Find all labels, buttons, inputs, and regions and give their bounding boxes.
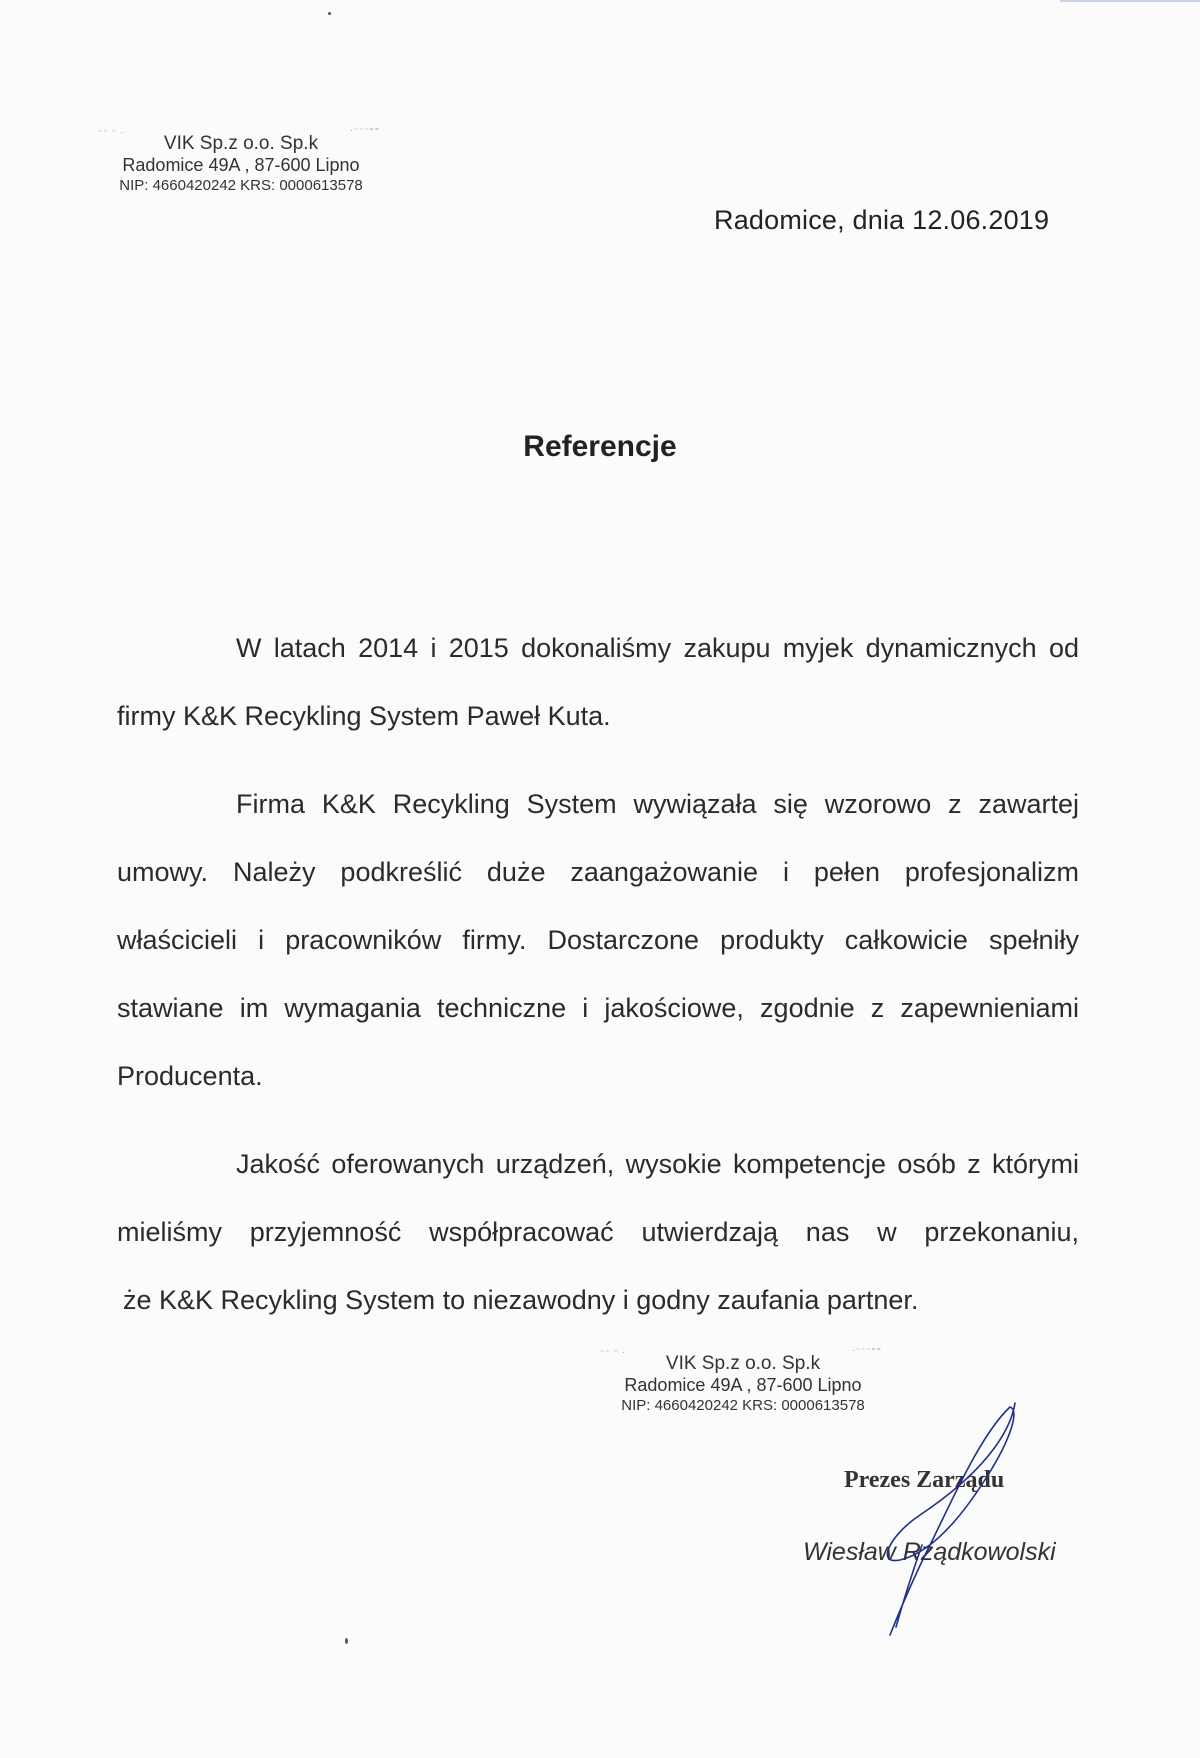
- handwritten-signature: [860, 1395, 1030, 1640]
- stamp-ids: NIP: 4660420242 KRS: 0000613578: [119, 177, 363, 195]
- paragraph-1: W latach 2014 i 2015 dokonaliśmy zakupu myjek dynamicznych od firmy K&K Recykling System Paweł Kuta.: [117, 633, 1079, 731]
- stamp-company-name: VIK Sp.z o.o. Sp.k: [665, 1353, 821, 1374]
- stamp-address: Radomice 49A , 87-600 Lipno: [122, 155, 360, 176]
- company-stamp-header: [96, 126, 386, 195]
- stamp-noise: ⁻⁻ ⁻ ·: [98, 128, 124, 137]
- stamp-company-name: VIK Sp.z o.o. Sp.k: [163, 133, 319, 154]
- document-title: Referencje: [523, 430, 677, 463]
- stamp-noise: ⁻⁻ ⁻ ·: [600, 1348, 626, 1357]
- stamp-noise: ·⁻⁻⁻⁼⁼: [350, 126, 380, 135]
- stamp-address: Radomice 49A , 87-600 Lipno: [624, 1375, 862, 1396]
- stamp-noise: ·⁻⁻⁻⁼⁼: [852, 1346, 882, 1355]
- signature-stroke: [887, 1403, 1015, 1635]
- paragraph-3-last-line: że K&K Recykling System to niezawodny i godny zaufania partner.: [123, 1285, 919, 1315]
- paragraph-2: Firma K&K Recykling System wywiązała się wzorowo z zawartej umowy. Należy podkreślić duże zaangażowanie i pełen profesjonalizm właścicieli i pracowników firmy. Dostarczone produkty całkowicie spełniły stawiane im wymagania techniczne i jakościowe, zgodnie z zapewnieniami Producenta.: [117, 789, 1079, 1091]
- company-stamp-footer: [598, 1346, 888, 1415]
- stamp-ids: NIP: 4660420242 KRS: 0000613578: [621, 1397, 865, 1415]
- signatory-role: Prezes Zarządu: [844, 1467, 1005, 1493]
- letter-body: [117, 614, 1079, 1334]
- scan-speck: [328, 12, 331, 15]
- paragraph-3: Jakość oferowanych urządzeń, wysokie kompetencje osób z którymi mieliśmy przyjemność współpracować utwierdzają nas w przekonaniu,: [117, 1149, 1079, 1247]
- date-line: Radomice, dnia 12.06.2019: [714, 205, 1050, 235]
- scan-edge-line: [1060, 0, 1200, 2]
- scan-speck: [345, 1638, 348, 1644]
- signatory-name: Wiesław Rządkowolski: [803, 1538, 1056, 1566]
